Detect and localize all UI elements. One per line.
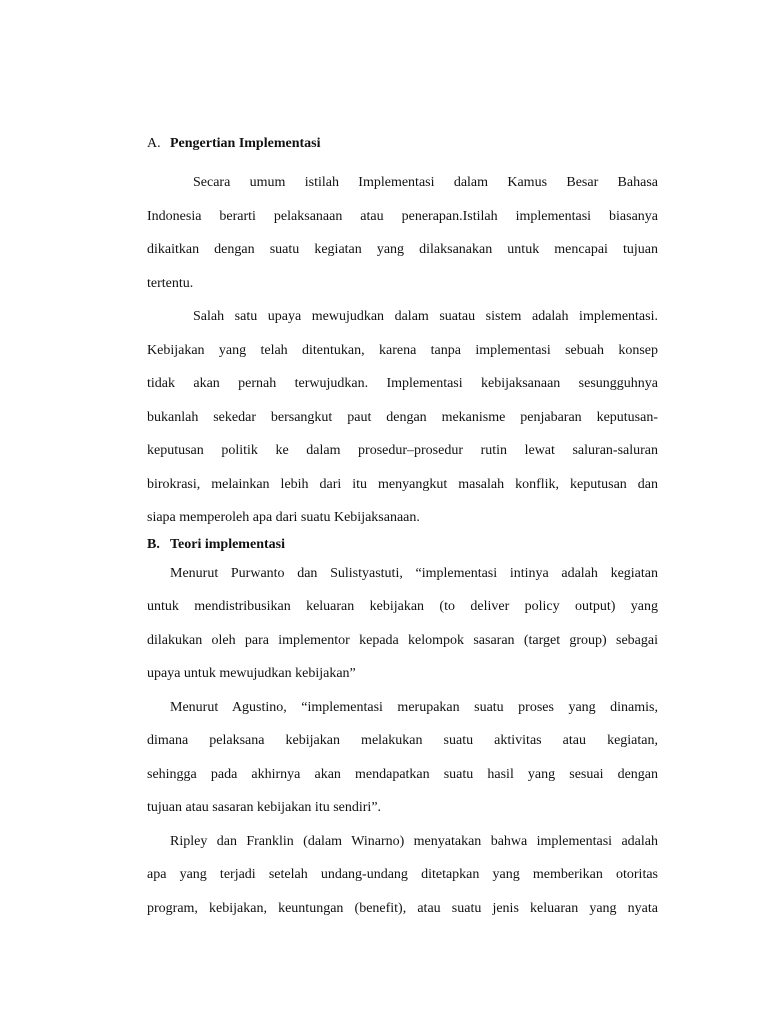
text-line: upaya untuk mewujudkan kebijakan” xyxy=(147,666,356,681)
section-b-title: Teori implementasi xyxy=(170,536,285,552)
section-b-paragraph-3 xyxy=(147,825,658,926)
text-line: sehingga pada akhirnya akan mendapatkan suatu hasil yang sesuai dengan xyxy=(147,766,658,782)
text-line: tidak akan pernah terwujudkan. Implementasi kebijaksanaan sesungguhnya xyxy=(147,376,658,391)
text-line: dilakukan oleh para implementor kepada kelompok sasaran (target group) sebagai xyxy=(147,632,658,648)
document-body xyxy=(147,134,658,925)
section-a-heading xyxy=(147,134,658,154)
text-line: dimana pelaksana kebijakan melakukan suatu aktivitas atau kegiatan, xyxy=(147,733,658,748)
section-a-paragraph-1 xyxy=(147,166,658,300)
text-line: bukanlah sekedar bersangkut paut dengan mekanisme penjabaran keputusan- xyxy=(147,409,658,425)
text-line: keputusan politik ke dalam prosedur–prosedur rutin lewat saluran-saluran xyxy=(147,443,658,458)
text-line: Menurut Purwanto dan Sulistyastuti, “implementasi intinya adalah kegiatan xyxy=(170,565,658,581)
text-line: apa yang terjadi setelah undang-undang ditetapkan yang memberikan otoritas xyxy=(147,867,658,882)
text-line: Kebijakan yang telah ditentukan, karena tanpa implementasi sebuah konsep xyxy=(147,342,658,358)
text-line: Menurut Agustino, “implementasi merupakan suatu proses yang dinamis, xyxy=(170,699,658,715)
text-line: Indonesia berarti pelaksanaan atau penerapan.Istilah implementasi biasanya xyxy=(147,208,658,224)
text-line: birokrasi, melainkan lebih dari itu menyangkut masalah konflik, keputusan dan xyxy=(147,476,658,492)
text-line: tertentu. xyxy=(147,275,194,291)
section-a-title: Pengertian Implementasi xyxy=(170,136,321,151)
text-line: Ripley dan Franklin (dalam Winarno) menyatakan bahwa implementasi adalah xyxy=(170,833,658,849)
text-line: dikaitkan dengan suatu kegiatan yang dilaksanakan untuk mencapai tujuan xyxy=(147,242,658,257)
section-b-number: B. xyxy=(147,536,160,552)
text-line: Salah satu upaya mewujudkan dalam suatau sistem adalah implementasi. xyxy=(193,309,658,324)
text-line: tujuan atau sasaran kebijakan itu sendiri”. xyxy=(147,800,382,815)
text-line: program, kebijakan, keuntungan (benefit), atau suatu jenis keluaran yang nyata xyxy=(147,900,658,916)
text-line: siapa memperoleh apa dari suatu Kebijaksanaan. xyxy=(147,510,420,525)
section-b-paragraph-2 xyxy=(147,691,658,825)
section-a-number: A. xyxy=(147,136,161,151)
section-a-paragraph-2 xyxy=(147,300,658,535)
section-b-paragraph-1 xyxy=(147,557,658,691)
text-line: untuk mendistribusikan keluaran kebijakan (to deliver policy output) yang xyxy=(147,599,658,614)
section-b-heading xyxy=(147,535,658,555)
text-line: Secara umum istilah Implementasi dalam Kamus Besar Bahasa xyxy=(193,175,658,190)
